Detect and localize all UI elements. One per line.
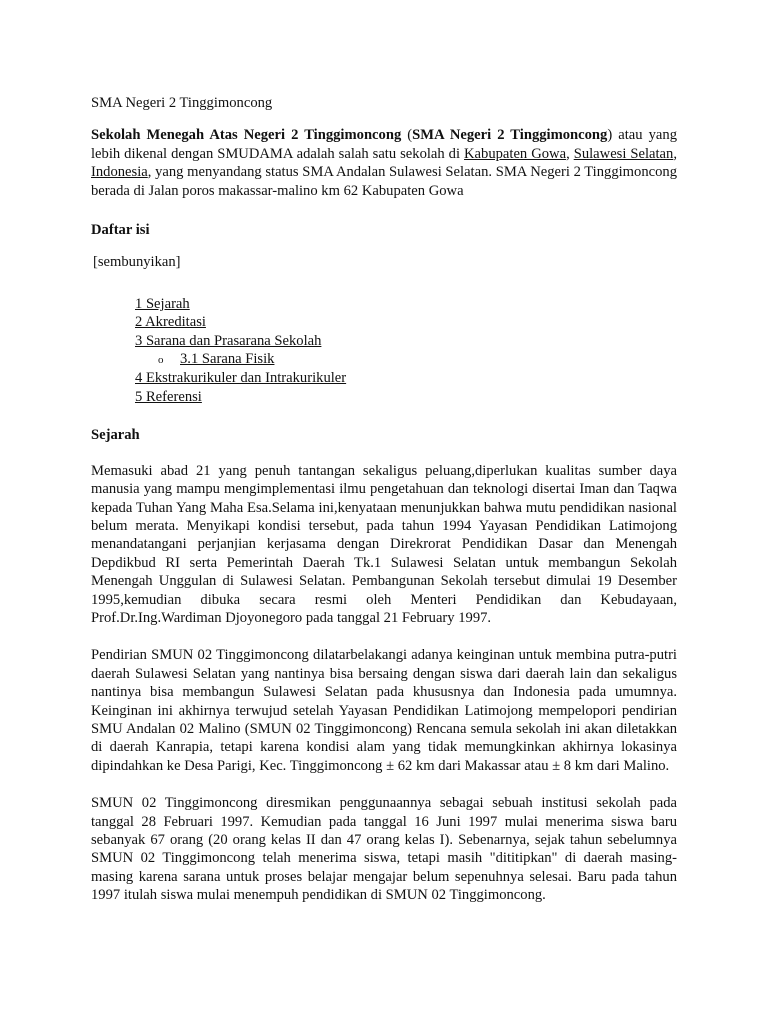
sejarah-paragraph-1: Memasuki abad 21 yang penuh tantangan sekaligus peluang,diperlukan kualitas sumber daya manusia yang mampu mengimplementasi ilmu pengetahuan dan teknologi disertai Iman dan Taqwa kepada Tuhan Yang Maha Esa.Selama ini,kenyataan menunjukkan bahwa mutu pendidikan nasional belum merata. Menyikapi kondisi tersebut, pada tahun 1994 Yayasan Pendidikan Latimojong menandatangani perjanjian kerjasama dengan Direkrorat Pendidikan Dasar dan Menengah Depdikbud RI serta Pemerintah Daerah Tk.1 Sulawesi Selatan untuk membangun Sekolah Menengah Unggulan di Sulawesi Selatan. Pembangunan Sekolah tersebut dimulai 19 Desember 1995,kemudian dibuka secara resmi oleh Menteri Pendidikan dan Kebudayaan, Prof.Dr.Ing.Wardiman Djoyonegoro pada tanggal 21 February 1997. [91, 462, 677, 626]
toc-sub-bullet: o [158, 354, 164, 367]
link-indonesia[interactable]: Indonesia [91, 164, 148, 181]
link-kabupaten-gowa[interactable]: Kabupaten Gowa [464, 145, 567, 162]
school-short-name: SMA Negeri 2 Tinggimoncong [412, 127, 608, 144]
sejarah-paragraph-2: Pendirian SMUN 02 Tinggimoncong dilatarbelakangi adanya keinginan untuk membina putra-putri daerah Sulawesi Selatan yang nantinya bisa bersaing dengan siswa dari daerah lain dan sekaligus nantinya bisa membangun Sulawesi Selatan pada khususnya dan Indonesia pada umumnya. Keinginan ini akhirnya terwujud setelah Yayasan Pendidikan Latimojong mempelopori pendirian SMU Andalan 02 Malino (SMUN 02 Tinggimoncong) Rencana semula sekolah ini akan diletakkan di daerah Kanrapia, tetapi karena kondisi alam yang tidak memungkinkan akhirnya lokasinya dipindahkan ke Desa Parigi, Kec. Tinggimoncong ± 62 km dari Makassar atau ± 8 km dari Malino. [91, 647, 677, 774]
intro-text: ) atau yang lebih dikenal dengan SMUDAMA adalah salah satu sekolah di [91, 127, 677, 162]
document-title: SMA Negeri 2 Tinggimoncong [91, 95, 273, 111]
toc-item-referensi[interactable]: 5 Referensi [135, 388, 202, 405]
intro-paragraph [91, 126, 677, 200]
toc-list [91, 295, 677, 406]
toc-item-akreditasi[interactable]: 2 Akreditasi [135, 314, 206, 331]
section-heading-sejarah: Sejarah [91, 427, 140, 444]
intro-text: , [673, 145, 677, 162]
link-sulawesi-selatan[interactable]: Sulawesi Selatan [573, 145, 674, 162]
toc-item-sejarah[interactable]: 1 Sejarah [135, 295, 190, 312]
school-full-name: Sekolah Menegah Atas Negeri 2 Tinggimoncong [91, 127, 402, 144]
intro-text: , yang menyandang status SMA Andalan Sulawesi Selatan. SMA Negeri 2 Tinggimoncong berada di Jalan poros makassar-malino km 62 Kabupaten Gowa [91, 164, 677, 199]
toc-sublist [135, 350, 677, 369]
toc-item-ekstrakurikuler[interactable]: 4 Ekstrakurikuler dan Intrakurikuler [135, 370, 347, 387]
intro-text: , [566, 145, 574, 162]
toc-item-sarana-fisik[interactable]: 3.1 Sarana Fisik [180, 351, 275, 368]
sejarah-paragraph-3: SMUN 02 Tinggimoncong diresmikan penggunaannya sebagai sebuah institusi sekolah pada tanggal 28 Februari 1997. Kemudian pada tanggal 16 Juni 1997 mulai menerima siswa baru sebanyak 67 orang (20 orang kelas II dan 47 orang kelas I). Sebenarnya, sejak tahun sebelumnya SMUN 02 Tinggimoncong telah menerima siswa, tetapi masih "dititipkan" di daerah masing-masing karena sarana untuk proses belajar mengajar belum sepenuhnya selesai. Baru pada tahun 1997 itulah siswa mulai menempuh pendidikan di SMUN 02 Tinggimoncong. [91, 795, 677, 904]
toc-item-sarana-prasarana[interactable]: 3 Sarana dan Prasarana Sekolah [135, 332, 322, 349]
intro-text: ( [401, 127, 413, 144]
toc-heading: Daftar isi [91, 222, 150, 239]
toc-hide-toggle[interactable]: [sembunyikan] [93, 254, 181, 271]
